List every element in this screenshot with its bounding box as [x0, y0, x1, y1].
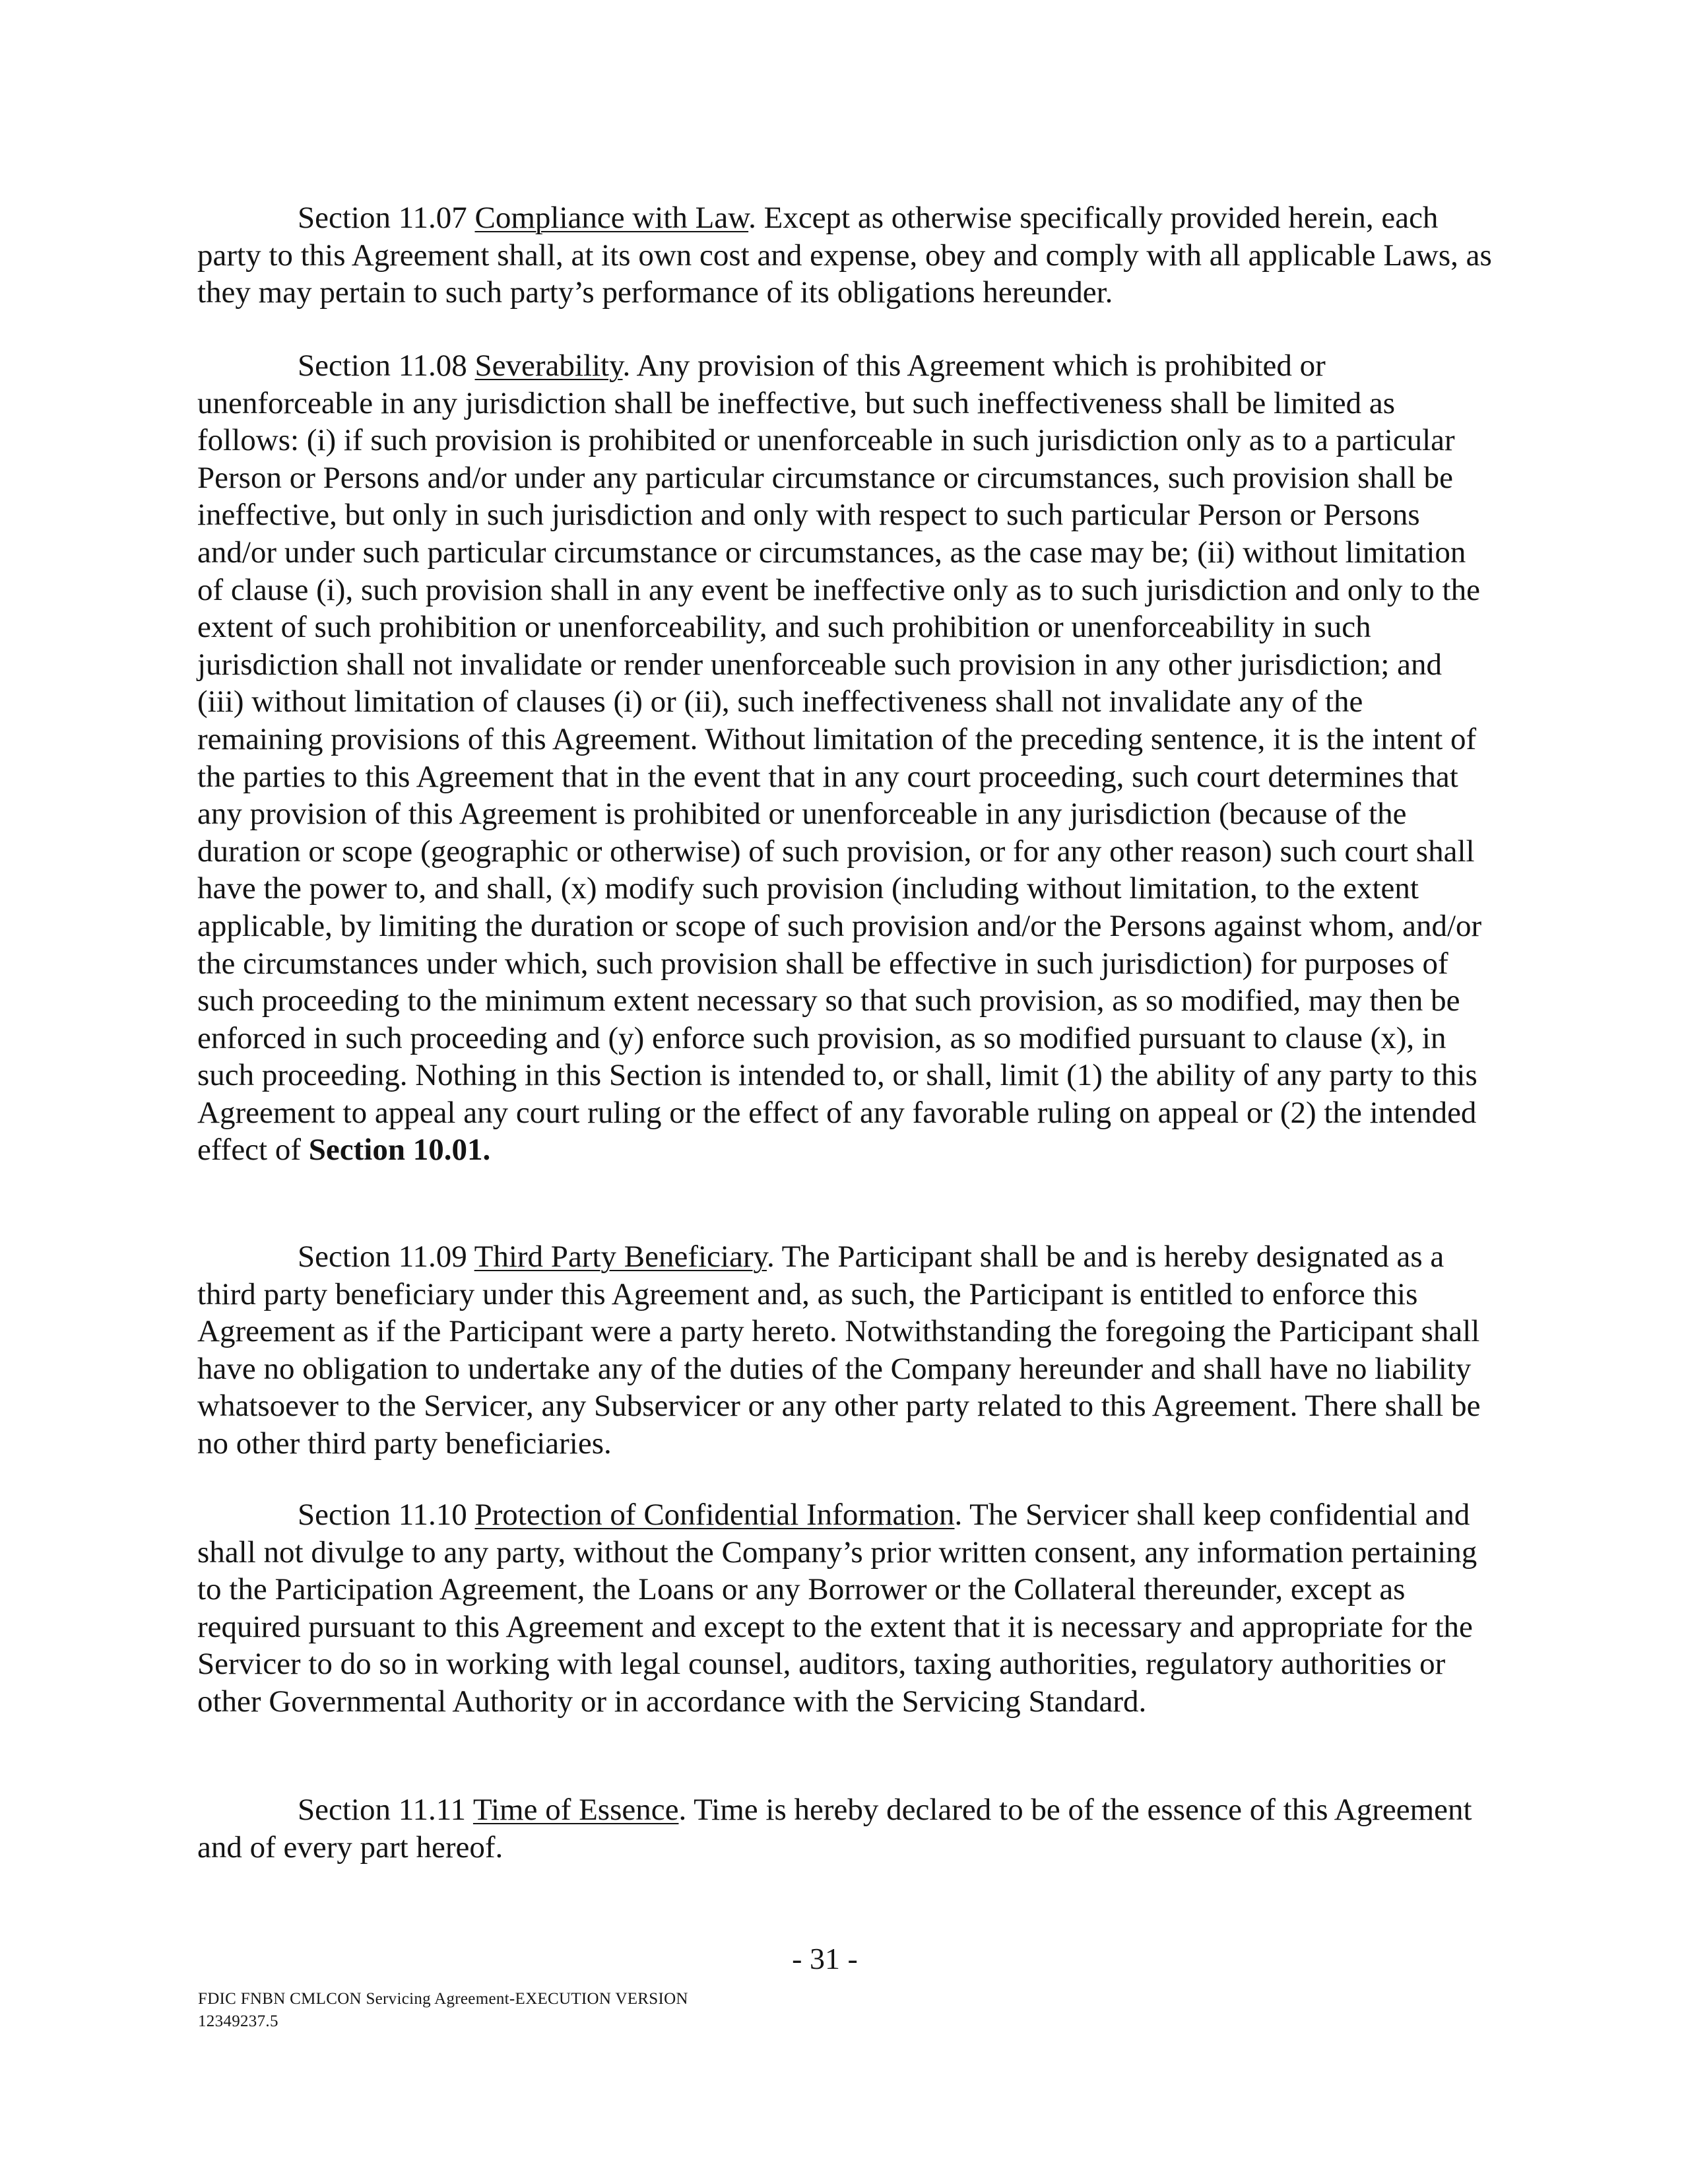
section-11-08 [197, 347, 1492, 1169]
section-cross-reference: Section 10.01 [308, 1133, 483, 1168]
section-title: Time of Essence [472, 1793, 679, 1827]
section-body: . The Servicer shall keep confidential and shall not divulge to any party, without the Company’s prior written consent, any information pertaining to the Participation Agreement, the Loans or any Borrower or the Collateral thereunder, except as required pursuant to this Agreement and except to the extent that it is necessary and appropriate for the Servicer to do so in working with legal counsel, auditors, taxing authorities, regulatory authorities or other Governmental Authority or in accordance with the Servicing Standard. [197, 1498, 1477, 1719]
section-11-10 [197, 1496, 1492, 1721]
section-11-07 [197, 199, 1492, 312]
section-number: Section 11.09 [298, 1240, 467, 1274]
section-title: Severability [474, 348, 623, 383]
section-body: . Except as otherwise specifically provided herein, each party to this Agreement shall, at its own cost and expense, obey and comply with all applicable Laws, as they may pertain to such party’s performance of its obligations hereunder. [197, 201, 1492, 310]
section-number: Section 11.10 [298, 1498, 467, 1532]
section-body: . Time is hereby declared to be of the essence of this Agreement and of every part hereof. [197, 1793, 1472, 1865]
section-number: Section 11.08 [298, 348, 467, 383]
section-11-09 [197, 1238, 1492, 1463]
footer-document-name: FDIC FNBN CMLCON Servicing Agreement-EXECUTION VERSION [198, 1990, 688, 2008]
section-number: Section 11.11 [298, 1793, 466, 1827]
section-title: Third Party Beneficiary [474, 1240, 767, 1274]
section-end-period: . [482, 1133, 491, 1168]
page-number: - 31 - [792, 1942, 858, 1975]
footer-document-id: 12349237.5 [198, 2012, 278, 2030]
section-number: Section 11.07 [298, 201, 467, 235]
section-title: Protection of Confidential Information [474, 1498, 955, 1532]
section-body: . The Participant shall be and is hereby designated as a third party beneficiary under this Agreement and, as such, the Participant is entitled to enforce this Agreement as if the Participant were a party hereto. Notwithstanding the foregoing the Participant shall have no obligation to undertake any of the duties of the Company hereunder and shall have no liability whatsoever to the Servicer, any Subservicer or any other party related to this Agreement. There shall be no other third party beneficiaries. [197, 1240, 1481, 1461]
section-11-11 [197, 1791, 1492, 1866]
section-title: Compliance with Law [474, 201, 749, 235]
section-body: . Any provision of this Agreement which is prohibited or unenforceable in any jurisdiction shall be ineffective, but such ineffectiveness shall be limited as follows: (i) if such provision is prohibited or unenforceable in such jurisdiction only as to a particular Person or Persons and/or under any particular circumstance or circumstances, such provision shall be ineffective, but only in such jurisdiction and only with respect to such particular Person or Persons and/or under such particular circumstance or circumstances, as the case may be; (ii) without limitation of clause (i), such provision shall in any event be ineffective only as to such jurisdiction and only to the extent of such prohibition or unenforceability, and such prohibition or unenforceability in such jurisdiction shall not invalidate or render unenforceable such provision in any other jurisdiction; and (iii) without limitation of clauses (i) or (ii), such ineffectiveness shall not invalidate any of the remaining provisions of this Agreement. Without limitation of the preceding sentence, it is the intent of the parties to this Agreement that in the event that in any court proceeding, such court determines that any provision of this Agreement is prohibited or unenforceable in any jurisdiction (because of the duration or scope (geographic or otherwise) of such provision, or for any other reason) such court shall have the power to, and shall, (x) modify such provision (including without limitation, to the extent applicable, by limiting the duration or scope of such provision and/or the Persons against whom, and/or the circumstances under which, such provision shall be effective in such jurisdiction) for purposes of such proceeding to the minimum extent necessary so that such provision, as so modified, may then be enforced in such proceeding and (y) enforce such provision, as so modified pursuant to clause (x), in such proceeding. Nothing in this Section is intended to, or shall, limit (1) the ability of any party to this Agreement to appeal any court ruling or the effect of any favorable ruling on appeal or (2) the intended effect of [197, 348, 1482, 1168]
